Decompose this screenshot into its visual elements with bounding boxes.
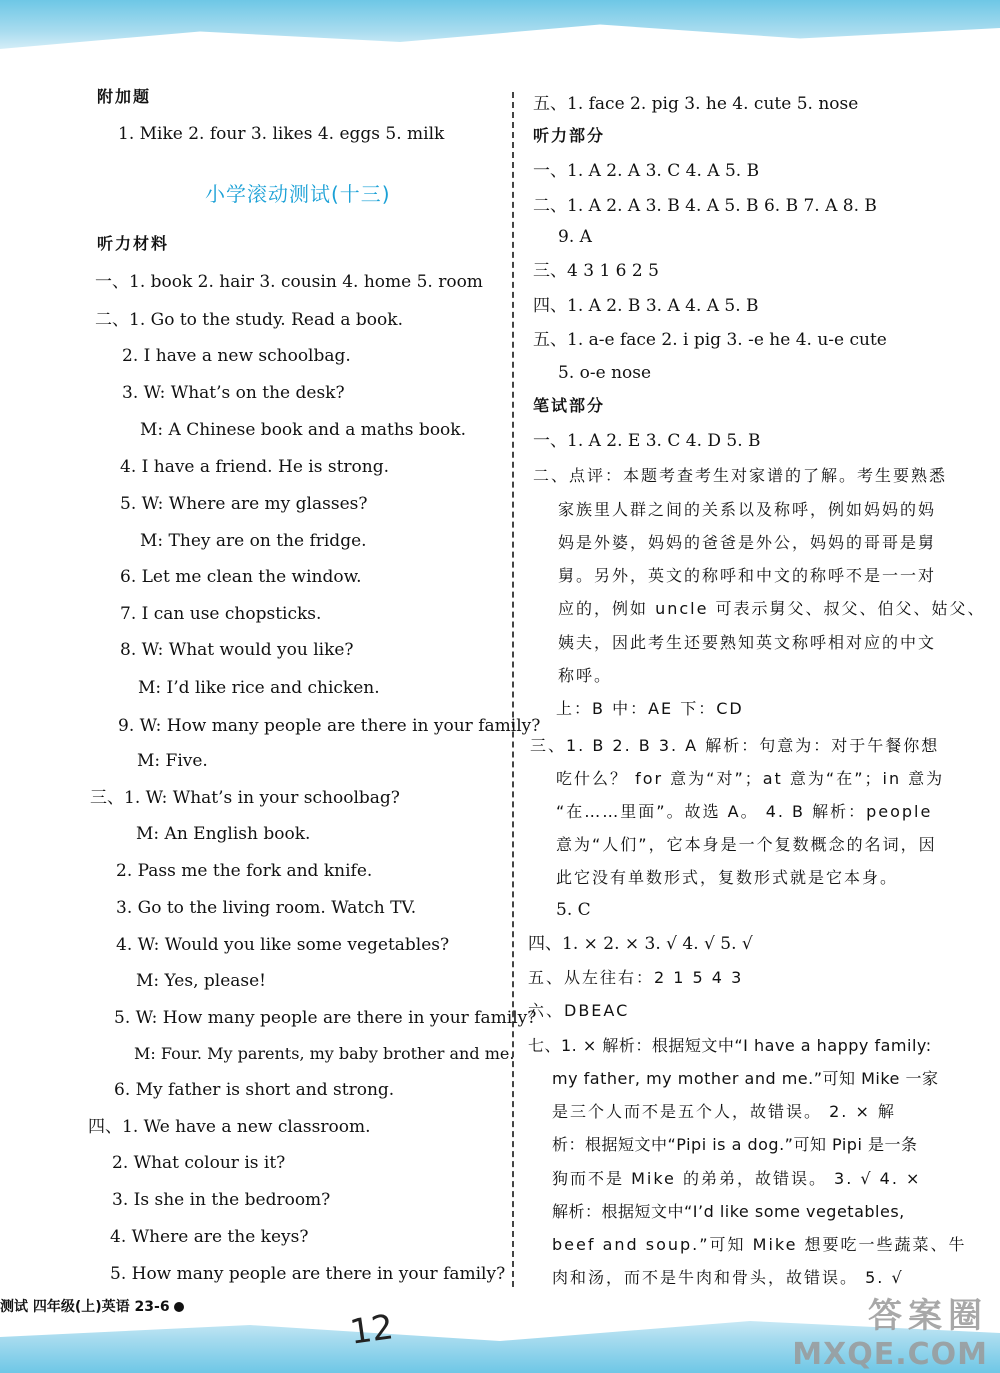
watermark-bottom-text: MXQE.COM [792,1337,988,1372]
footer-text: 测试 四年级(上)英语 23-6 [0,1299,170,1315]
material-line: 二、1. Go to the study. Read a book. [95,310,403,330]
answer-line: 五、从左往右：2 1 5 4 3 [528,968,744,987]
answer-line: 七、1. × 解析：根据短文中“I have a happy family: [528,1036,932,1055]
watermark-logo [792,1288,988,1372]
material-line: 3. W: What’s on the desk? [122,383,345,403]
material-line: 三、1. W: What’s in your schoolbag? [90,788,400,808]
header-wave-band [0,0,1000,70]
written-section-heading: 笔试部分 [533,396,606,415]
material-line: M: Four. My parents, my baby brother and me. [134,1044,515,1063]
material-line: 8. W: What would you like? [120,640,354,660]
answer-line: 舅。另外，英文的称呼和中文的称呼不是一一对 [558,566,937,585]
answer-line: 四、1. A 2. B 3. A 4. A 5. B [533,296,759,316]
test-title: 小学滚动测试(十三) [205,182,391,206]
answer-line: 应的，例如 uncle 可表示舅父、叔父、伯父、姑父、 [558,599,986,618]
answer-line: my father, my mother and me.”可知 Mike 一家 [552,1069,939,1088]
material-line: 6. Let me clean the window. [120,567,362,587]
answer-line: 意为“人们”，它本身是一个复数概念的名词，因 [556,835,937,854]
material-line: 7. I can use chopsticks. [120,604,322,624]
answer-line: 解析：根据短文中“I’d like some vegetables, [552,1202,905,1221]
listening-section-heading: 听力部分 [533,126,606,145]
material-line: M: I’d like rice and chicken. [138,678,380,698]
material-line: 6. My father is short and strong. [114,1080,395,1100]
material-line: 4. Where are the keys? [110,1227,309,1247]
material-line: 9. W: How many people are there in your family? [118,716,541,736]
answer-line: 一、1. A 2. A 3. C 4. A 5. B [533,161,760,181]
footer-dot-icon [174,1302,184,1312]
answer-line: 肉和汤，而不是牛肉和骨头，故错误。 5. √ [552,1268,904,1287]
answer-line: 是三个人而不是五个人，故错误。 2. × 解 [552,1102,896,1121]
answer-line: 四、1. × 2. × 3. √ 4. √ 5. √ [528,934,753,954]
answer-line: 此它没有单数形式，复数形式就是它本身。 [556,868,899,887]
answer-line: 5. o-e nose [558,363,652,383]
answer-line: 一、1. A 2. E 3. C 4. D 5. B [533,431,761,451]
answer-line: 二、点评：本题考查考生对家谱的了解。考生要熟悉 [533,466,948,485]
material-line: 4. I have a friend. He is strong. [120,457,389,477]
answer-line: 析：根据短文中“Pipi is a dog.”可知 Pipi 是一条 [552,1135,918,1154]
material-line: M: A Chinese book and a maths book. [140,420,466,440]
answer-line: 二、1. A 2. A 3. B 4. A 5. B 6. B 7. A 8. B [533,196,877,216]
answer-line: 五、1. face 2. pig 3. he 4. cute 5. nose [533,94,859,114]
material-line: 4. W: Would you like some vegetables? [116,935,450,955]
bonus-heading: 附加题 [97,87,152,106]
page-footer [0,1296,184,1316]
material-line: M: They are on the fridge. [140,531,367,551]
answer-line: 5. C [556,900,591,920]
material-line: M: Yes, please! [136,971,267,991]
material-line: M: An English book. [136,824,311,844]
watermark-top-text: 答案圈 [868,1296,988,1336]
bonus-answers: 1. Mike 2. four 3. likes 4. eggs 5. milk [118,124,445,144]
answer-line: 狗而不是 Mike 的弟弟，故错误。 3. √ 4. × [552,1169,922,1188]
material-line: 5. How many people are there in your family? [110,1264,506,1284]
answer-line: beef and soup.”可知 Mike 想要吃一些蔬菜、牛 [552,1235,967,1254]
material-line: 2. What colour is it? [112,1153,286,1173]
material-line: M: Five. [137,751,208,771]
material-line: 四、1. We have a new classroom. [88,1117,371,1137]
answer-line: 吃什么？ for 意为“对”；at 意为“在”；in 意为 [556,769,945,788]
answer-line: 上：B 中：AE 下：CD [556,699,744,718]
material-line: 3. Is she in the bedroom? [112,1190,331,1210]
material-line: 3. Go to the living room. Watch TV. [116,898,417,918]
material-line: 一、1. book 2. hair 3. cousin 4. home 5. room [95,272,483,292]
answer-line: 9. A [558,227,592,247]
handwritten-page-number: 12 [347,1307,396,1353]
answer-line: 家族里人群之间的关系以及称呼，例如妈妈的妈 [558,500,937,519]
material-line: 5. W: Where are my glasses? [120,494,368,514]
answer-line: 妈是外婆，妈妈的爸爸是外公，妈妈的哥哥是舅 [558,533,937,552]
answer-line: 姨夫，因此考生还要熟知英文称呼相对应的中文 [558,633,937,652]
material-line: 5. W: How many people are there in your family? [114,1008,537,1028]
answer-line: “在……里面”。故选 A。 4. B 解析：people [556,802,933,821]
answer-line: 六、DBEAC [528,1001,630,1020]
answer-line: 三、1. B 2. B 3. A 解析：句意为：对于午餐你想 [530,736,940,755]
answer-line: 三、4 3 1 6 2 5 [533,261,659,281]
material-line: 2. I have a new schoolbag. [122,346,351,366]
answer-line: 称呼。 [558,666,613,685]
listening-material-heading: 听力材料 [97,234,170,253]
material-line: 2. Pass me the fork and knife. [116,861,373,881]
column-divider [512,92,514,1287]
answer-line: 五、1. a-e face 2. i pig 3. -e he 4. u-e cute [533,330,887,350]
